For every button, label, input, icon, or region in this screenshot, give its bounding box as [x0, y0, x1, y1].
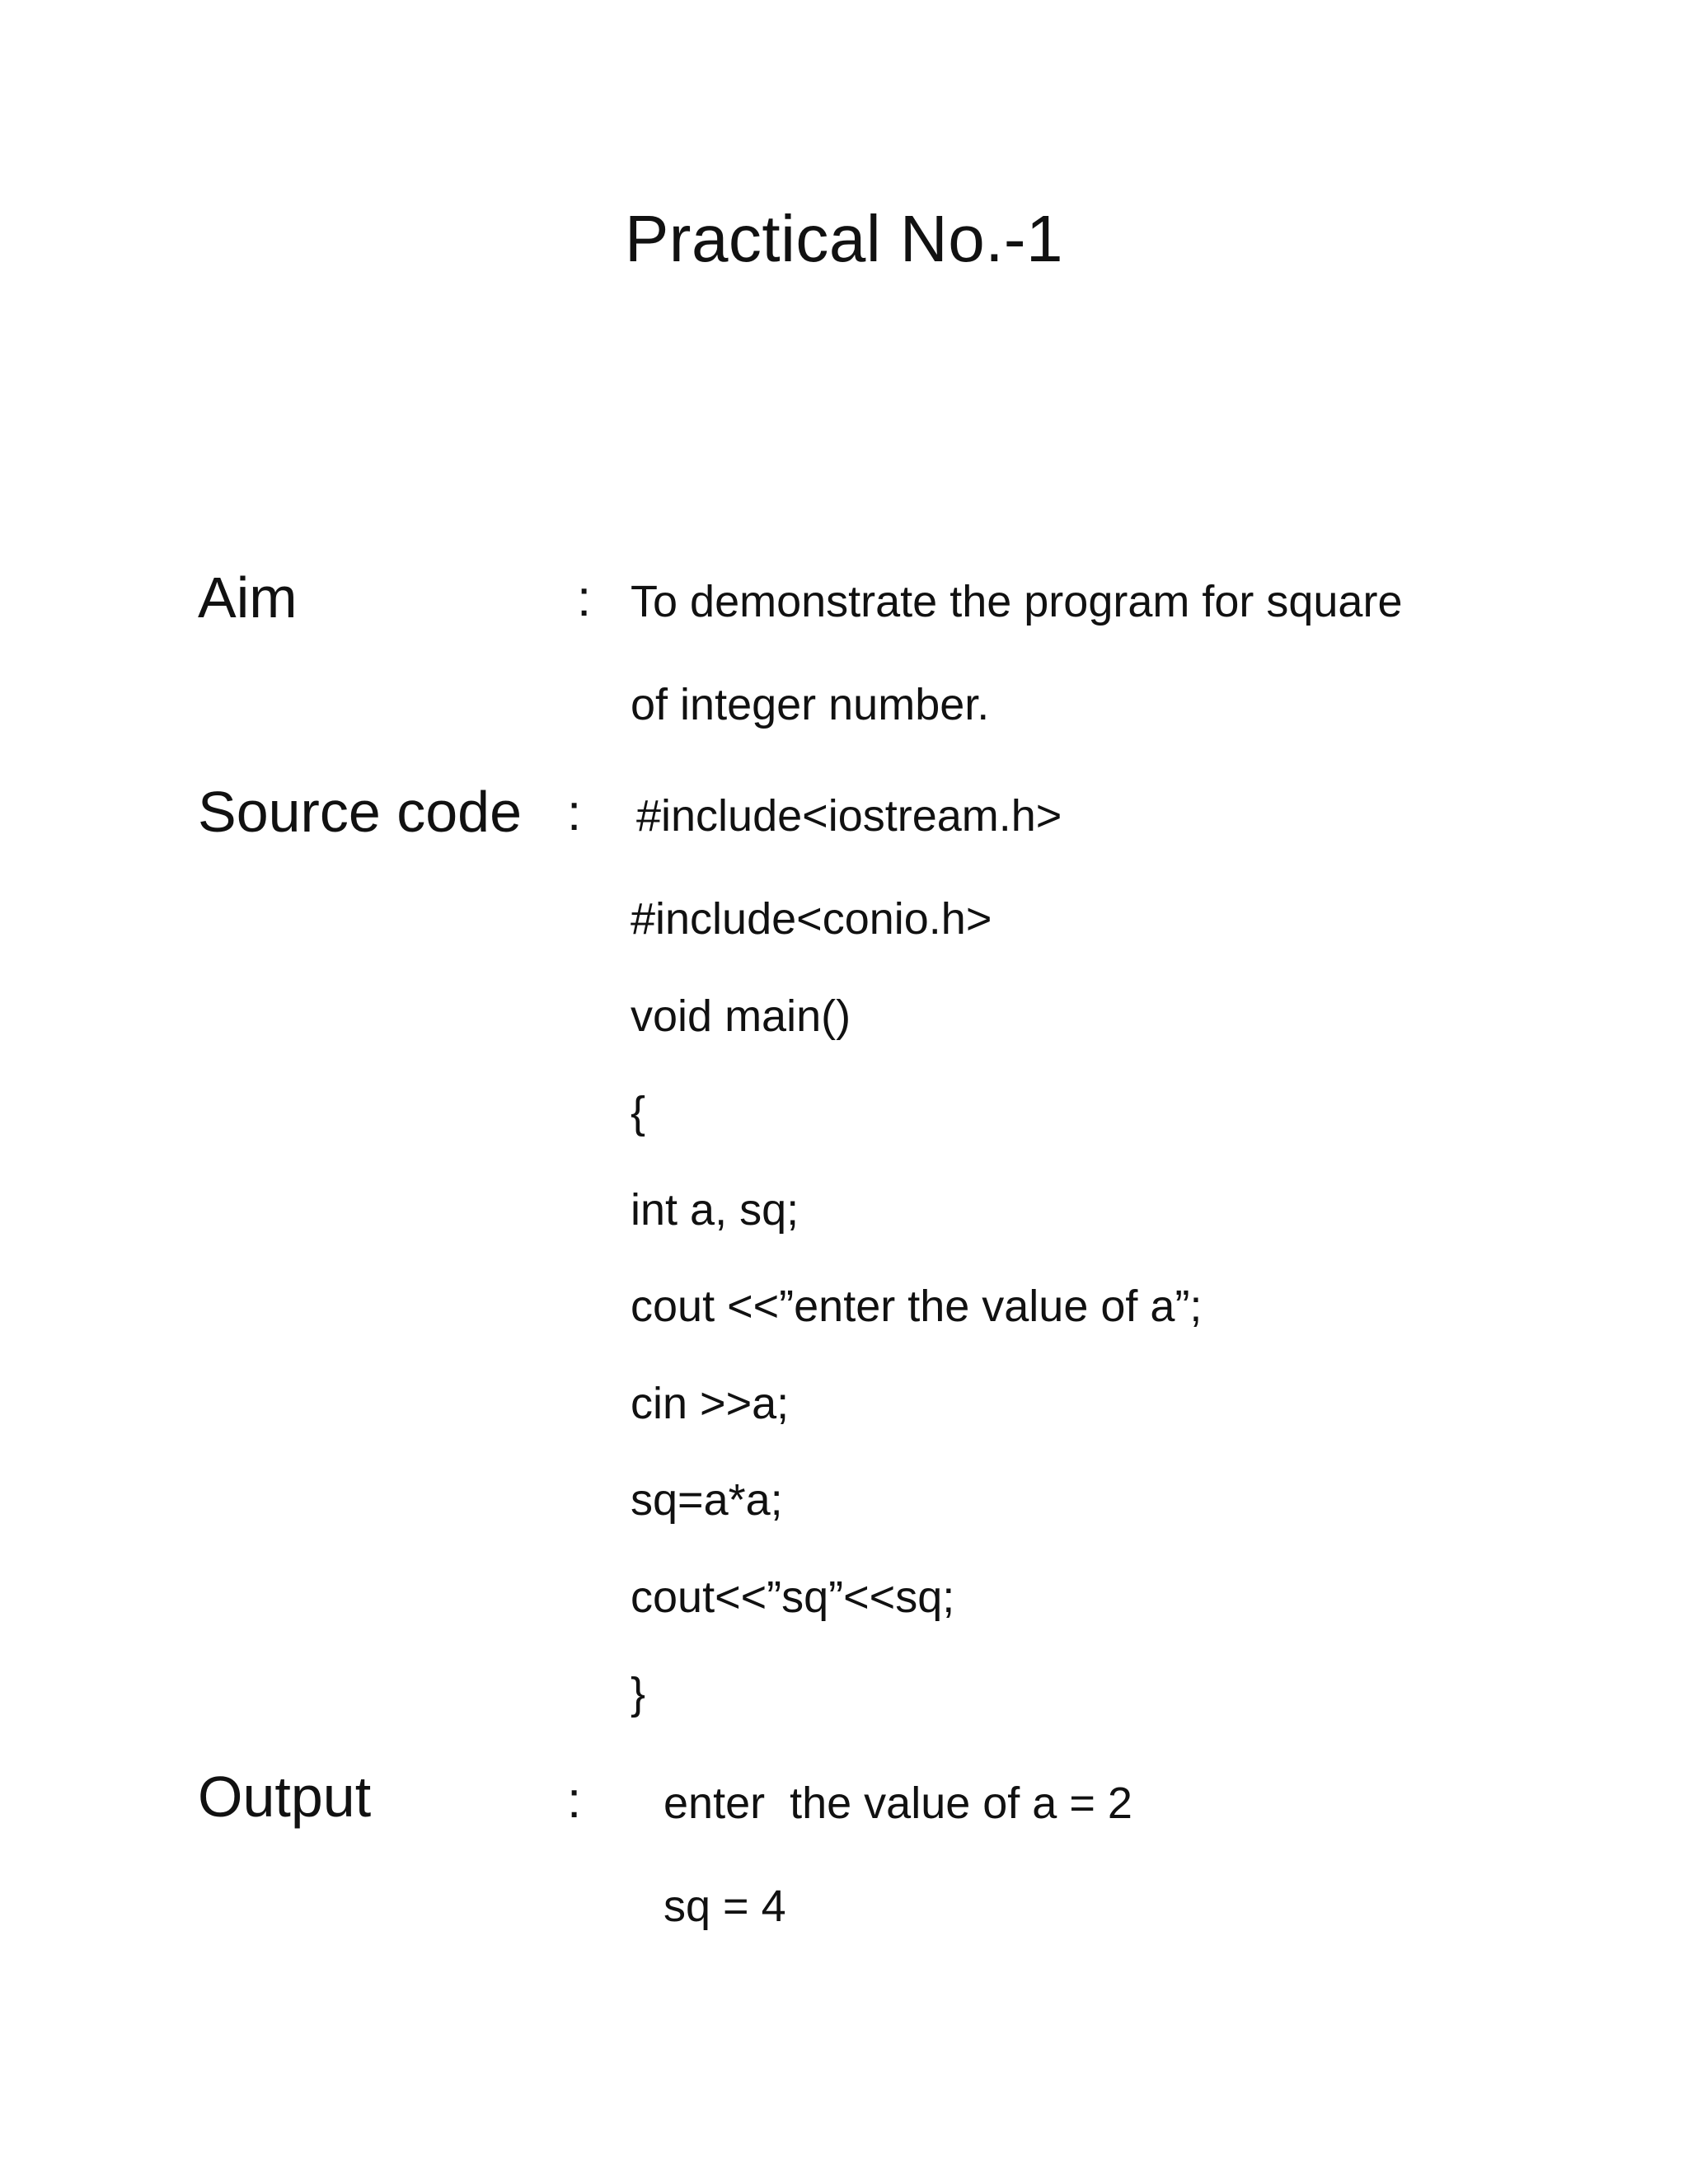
- output-line: sq = 4: [663, 1882, 786, 1931]
- source-code-colon: :: [567, 785, 582, 841]
- code-line: sq=a*a;: [631, 1475, 783, 1525]
- output-colon: :: [567, 1772, 582, 1829]
- aim-line: of integer number.: [631, 680, 990, 729]
- code-line: int a, sq;: [631, 1185, 799, 1235]
- code-line: cin >>a;: [631, 1379, 790, 1428]
- aim-label: Aim: [198, 565, 298, 630]
- code-line: #include<conio.h>: [631, 894, 992, 944]
- code-line: {: [631, 1088, 646, 1137]
- code-line: cout<<”sq”<<sq;: [631, 1572, 955, 1622]
- page-title: Practical No.-1: [624, 202, 1064, 275]
- code-line: cout <<”enter the value of a”;: [631, 1282, 1203, 1331]
- source-code-label: Source code: [198, 780, 523, 844]
- code-line: void main(): [631, 991, 851, 1041]
- code-line: #include<iostream.h>: [636, 791, 1062, 841]
- aim-colon: :: [577, 570, 592, 627]
- aim-line: To demonstrate the program for square: [631, 577, 1403, 626]
- code-line: }: [631, 1669, 646, 1718]
- output-label: Output: [198, 1765, 372, 1829]
- output-line: enter the value of a = 2: [663, 1779, 1132, 1828]
